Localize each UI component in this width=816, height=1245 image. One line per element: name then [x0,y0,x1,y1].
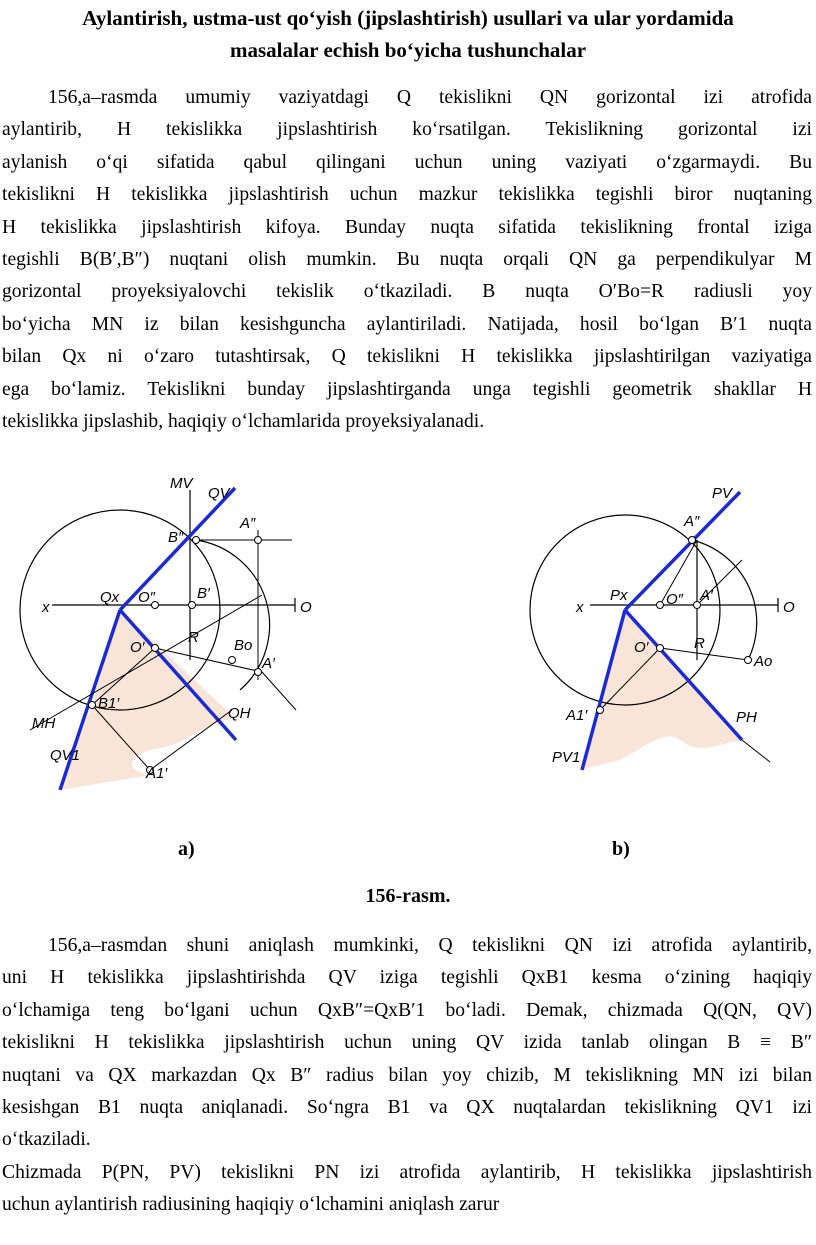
figure-b [530,485,795,770]
label-ph: PH [736,709,757,726]
label-b2: B″ [168,529,184,546]
paragraph-line: aylanish o‘qi sifatida qabul qilingani uchun uning vaziyati o‘zgarmaydi. Bu [2,151,812,173]
label-qv1: QV1 [50,747,81,764]
label-x: x [576,599,584,616]
label-px: Px [610,587,628,604]
label-o2: O″ [666,591,683,608]
label-qh: QH [228,705,251,722]
paragraph-line: H tekislikka jipslashtirish kifoya. Bunday nuqta sifatida tekislikning frontal iziga [2,216,812,238]
label-qv: QV [208,485,230,502]
point-a2 [255,537,262,544]
label-a1: A1′ [566,707,588,724]
point-a1p [255,669,262,676]
label-pv1: PV1 [552,749,581,766]
point-o1 [152,645,159,652]
figure-b-label: b) [612,838,630,860]
figure-156 [0,462,816,792]
paragraph-line: ega bo‘lamiz. Tekislikni bunday jipslashtirganda unga tegishli geometrik shakllar H [2,378,812,400]
paragraph-line: bilan Qx ni o‘zaro tutashtirsak, Q tekislikni H tekislikka jipslashtirilgan vaziyatiga [2,346,812,368]
paragraph-line: bo‘yicha MN iz bilan kesishguncha aylantiriladi. Natijada, hosil bo‘lgan B′1 nuqta [2,313,812,335]
label-o1: O′ [130,639,145,656]
paragraph-line: o‘tkaziladi. [2,1129,91,1151]
paragraph-line: uchun aylantirish radiusining haqiqiy o‘lchamini aniqlash zarur [2,1194,500,1216]
paragraph-2 [2,930,812,1157]
label-o: O [783,599,795,616]
paragraph-line: o‘lchamiga teng bo‘lgani uchun QxB″=QxB′1 bo‘ladi. Demak, chizmada Q(QN, QV) [2,999,812,1021]
label-a1: A1′ [146,765,168,782]
paragraph-line: tekislikni H tekislikka jipslashtirish uchun mazkur tekislikka tegishli biror nuqtaning [2,184,812,206]
point-b1 [89,702,96,709]
label-qx: Qx [100,589,120,606]
label-a2: A″ [684,513,700,530]
projection-line [262,672,296,710]
paragraph-line: Chizmada P(PN, PV) tekislikni PN izi atrofida aylantirib, H tekislikka jipslashtirish [2,1162,812,1183]
label-x: x [42,599,50,616]
paragraph-line: gorizontal proyeksiyalovchi tekislik o‘tkaziladi. B nuqta O′Bo=R radiusli yoy [2,281,812,303]
label-a1p: A′ [700,587,713,604]
label-r: R [694,635,705,652]
paragraph-line: tekislikni H tekislikka jipslashtirish uchun uning QV izida tanlab olingan B ≡ B″ [2,1032,812,1054]
label-o2: O″ [138,589,155,606]
paragraph-line: nuqtani va QX markazdan Qx B″ radius bilan yoy chizib, M tekislikning MN izi bilan [2,1064,812,1086]
point-ao [745,657,752,664]
point-a2 [689,537,696,544]
label-bo: Bo [234,637,253,654]
title-line: Aylantirish, ustma-ust qo‘yish (jipslashtirish) usullari va ular yordamida [82,6,734,30]
label-a2: A″ [240,515,256,532]
point-b2 [193,537,200,544]
figure-a-label: a) [178,838,195,860]
label-b1p: B′ [197,585,210,602]
paragraph-1 [2,82,812,438]
paragraph-line: 156,a–rasmdan shuni aniqlash mumkinki, Q tekislikni QN izi atrofida aylantirib, [48,935,812,956]
title-line: masalalar echish bo‘yicha tushunchalar [229,38,587,62]
label-o: O [300,599,312,616]
paragraph-line: aylantirib, H tekislikka jipslashtirish ko‘rsatilgan. Tekislikning gorizontal izi [2,119,812,141]
point-o1 [657,645,664,652]
rotation-arc-small [196,540,270,690]
paragraph-line: tekislikka jipslashib, haqiqiy o‘lchamlarida proyeksiyalanadi. [2,411,485,433]
page-title [0,2,816,66]
point-a1 [597,707,604,714]
paragraph-line: kesishgan B1 nuqta aniqlanadi. So‘ngra B1 va QX nuqtalardan tekislikning QV1 izi [2,1097,812,1119]
point-bo [229,657,236,664]
paragraph-3 [2,1157,812,1222]
ph-extension [742,740,770,762]
point-o2 [657,602,664,609]
label-b1: B1′ [98,695,120,712]
label-o1: O′ [634,639,649,656]
label-r: R [188,629,199,646]
label-pv: PV [712,485,733,502]
paragraph-line: uni H tekislikka jipslashtirishda QV iziga tegishli QxB1 kesma o‘zining haqiqiy [2,967,812,989]
label-a1p: A′ [262,655,275,672]
point-b1p [189,602,196,609]
shaded-region-a [60,610,235,790]
label-ao: Ao [754,653,773,670]
paragraph-line: tegishli B(B′,B″) nuqtani olish mumkin. Bu nuqta orqali QN ga perpendikulyar M [2,249,812,271]
label-mv: MV [170,475,193,492]
figure-a [20,475,312,790]
paragraph-line: 156,a–rasmda umumiy vaziyatdagi Q tekislikni QN gorizontal izi atrofida [48,87,812,108]
label-mh: MH [32,715,56,732]
figure-caption: 156-rasm. [365,885,451,907]
